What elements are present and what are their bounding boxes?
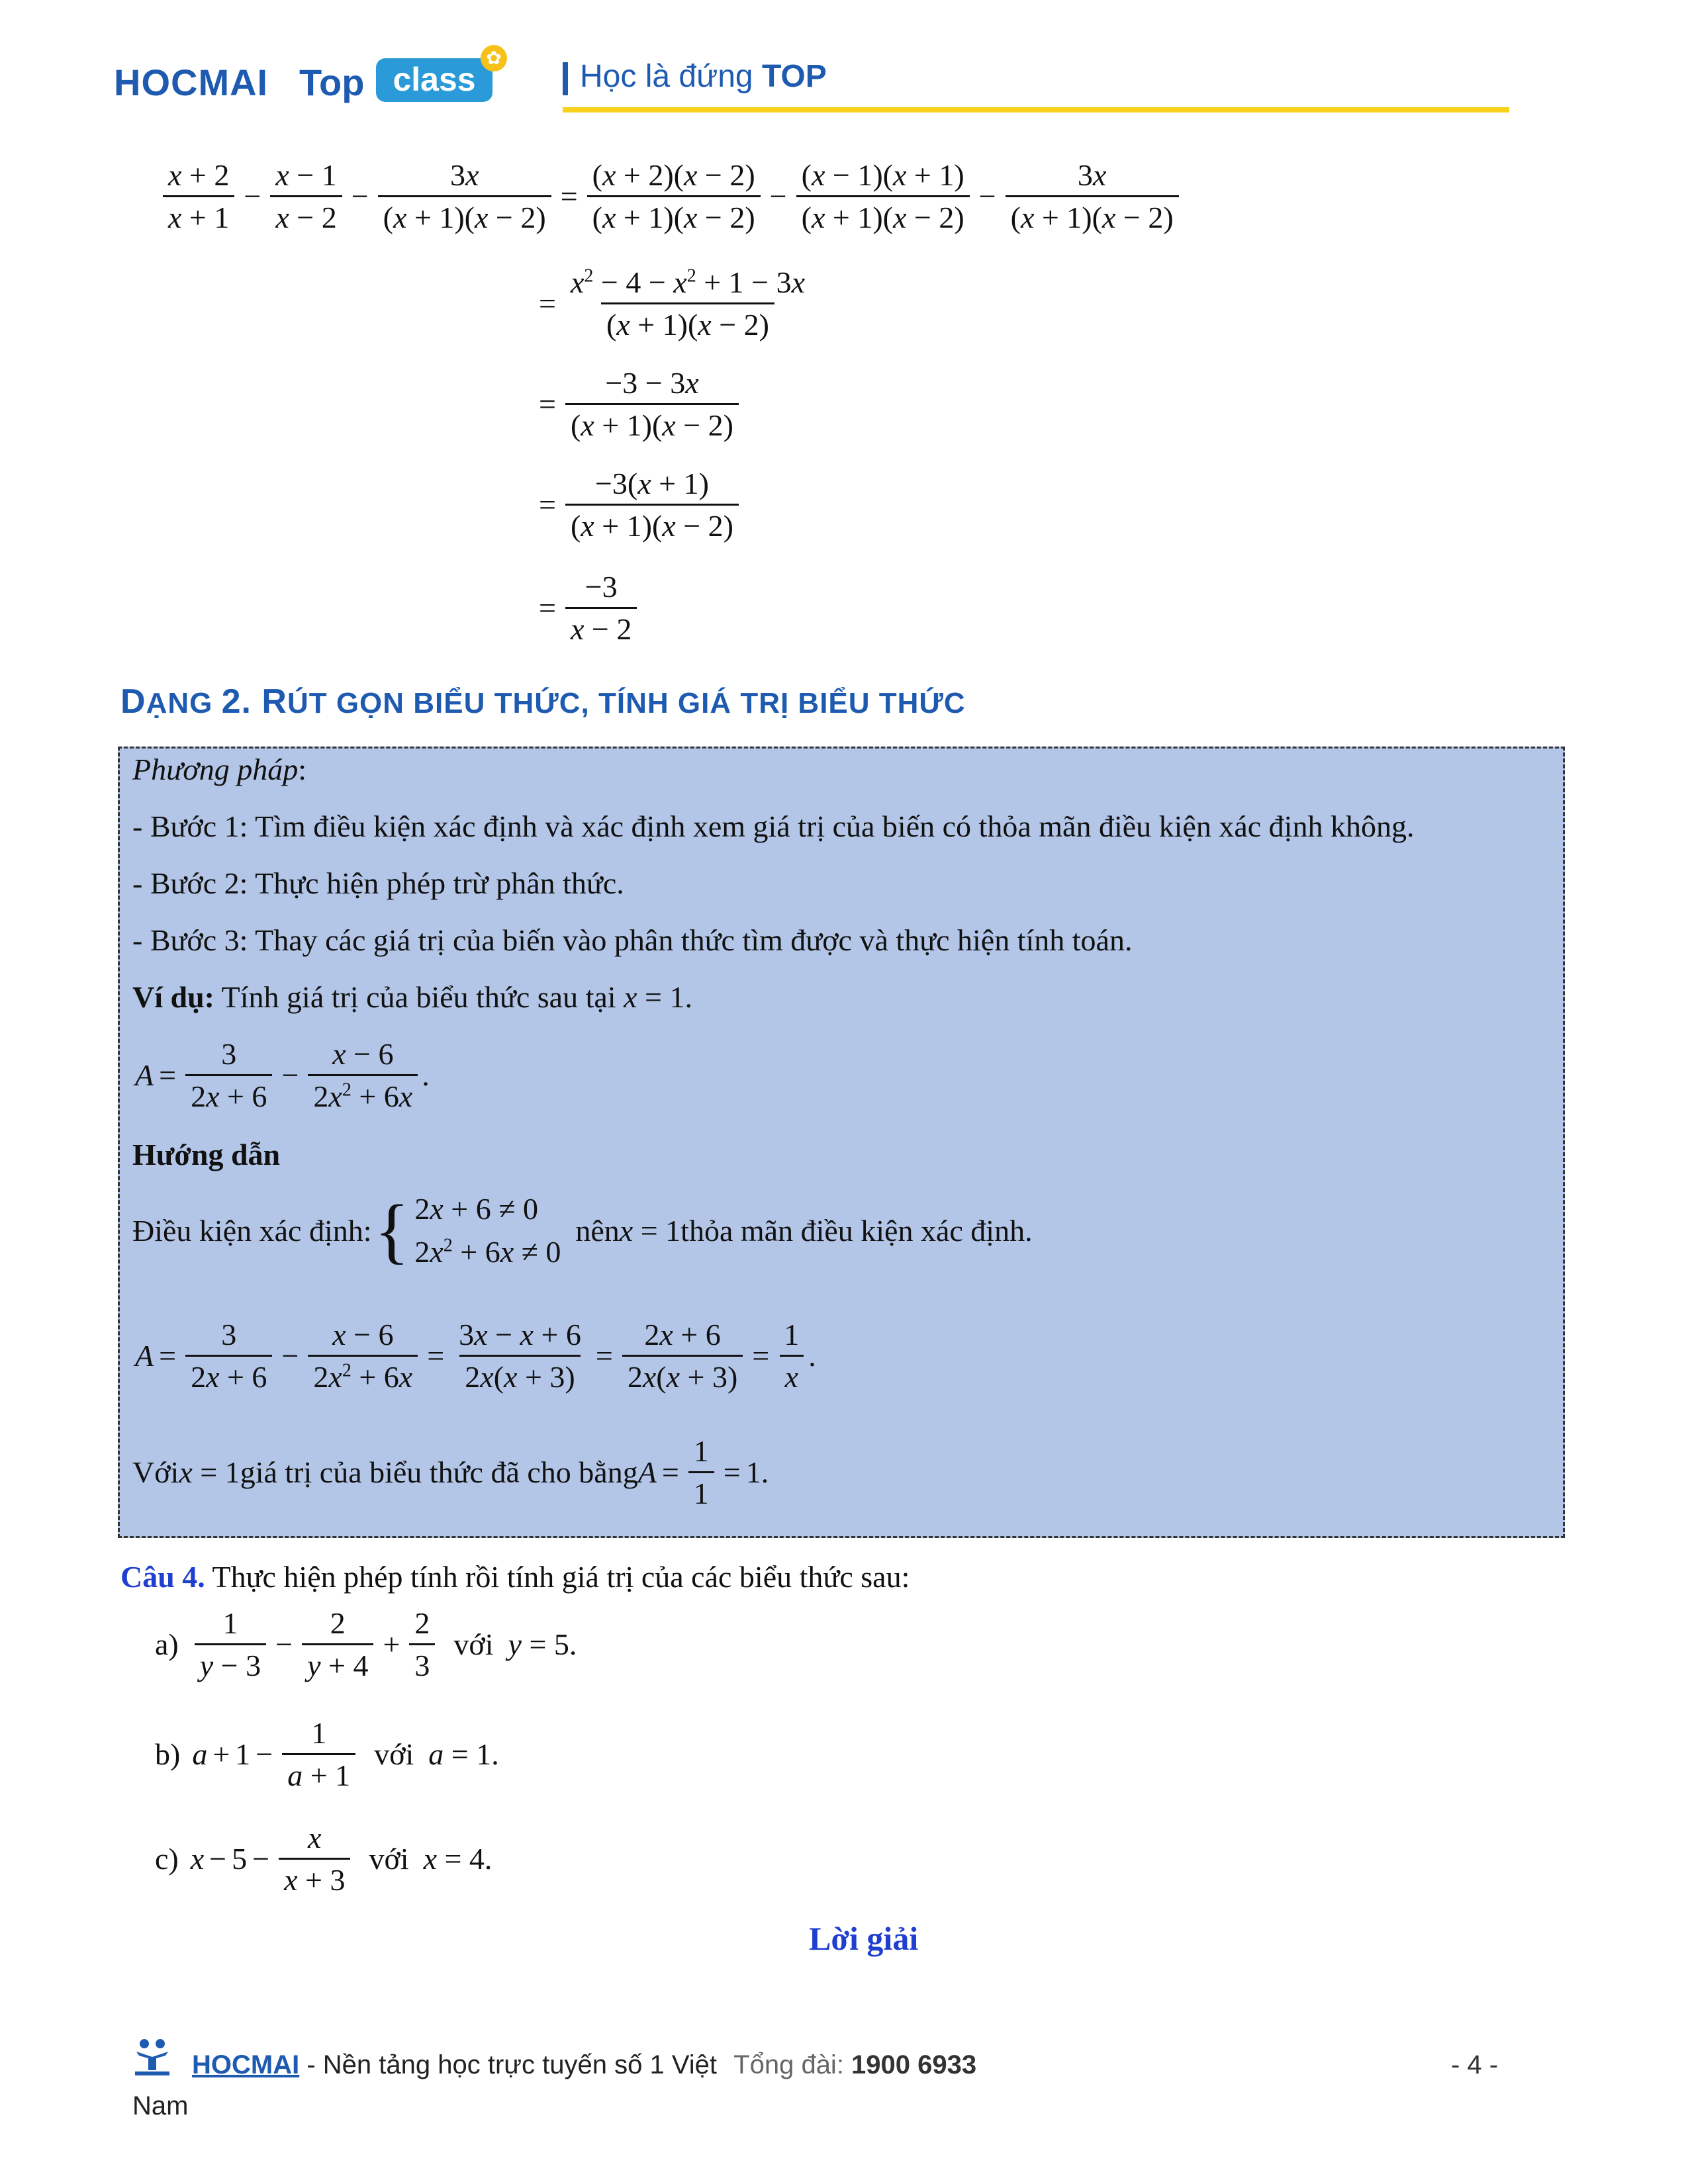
method-step-3: - Bước 3: Thay các giá trị của biến vào phân thức tìm được và thực hiện tính toán. [132,923,1133,957]
footer-line: HOCMAI - Nền tảng học trực tuyến số 1 Việt Tổng đài: 1900 6933 [192,2050,977,2079]
solution-expression: A = $\frac{3}{2x + 6}$ − $\frac{x - 6}{2x^2 + 6x}$ = $\frac{3x - x + 6}{2x(x + 3)}$ = $\frac{2x + 6}{2x(x + 3)}$ = $\frac{1}{x}$ . [135,1318,816,1394]
derivation-line-5: = $\frac{-3}{x - 2}$ [534,569,641,647]
footer-line-2: Nam [132,2091,189,2120]
slogan-divider [563,62,568,95]
condition-line: Điều kiện xác định: { 2x + 6 ≠ 0 $2x^2 + 6x \ne 0$ nên x = 1 thỏa mãn điều kiện xác định. [132,1190,1033,1271]
logo-top-text: Top [299,62,365,103]
section-title: DẠNG 2. RÚT GỌN BIỂU THỨC, TÍNH GIÁ TRỊ BIỂU THỨC [120,682,966,721]
derivation-line-3: = $\frac{-3 - 3x}{(x + 1)(x - 2)}$ [534,365,743,443]
example-line: Ví dụ: Tính giá trị của biểu thức sau tại x = 1. [132,980,692,1014]
derivation-line-1: $\frac{x + 2}{x + 1}$ − $\frac{x - 1}{x - 2}$ − $\frac{3x}{(x + 1)(x - 2)}$ = $\frac{(x + 2)(x - 2)}{(x + 1)(x - 2)}$ − $\frac{(x - 1)(x + 1)}{(x + 1)(x - 2)}$ − $\frac{3x}{(x + 1)(x - 2)}$ [159,158,1183,235]
problem-part-a: a) $\frac{1}{y - 3}$ − $\frac{2}{y + 4}$ + $\frac{2}{3}$ với y = 5. [155,1606,577,1682]
problem-part-c: c) x − 5 − $\frac{x}{x + 3}$ với x = 4. [155,1821,492,1897]
method-step-1: - Bước 1: Tìm điều kiện xác định và xác định xem giá trị của biến có thỏa mãn điều kiện xác định không. [132,809,1415,843]
hocmai-logo-text: HOCMAI [114,62,269,103]
logo-class-badge: class [376,58,492,102]
guide-heading: Hướng dẫn [132,1138,281,1171]
header-rule [563,107,1509,113]
derivation-line-2: = $\frac{x^2 - 4 - x^2 + 1 - 3x}{(x + 1)(x - 2)}$ [539,265,805,341]
problem-heading: Câu 4. Thực hiện phép tính rồi tính giá trị của các biểu thức sau: [120,1560,910,1594]
footer-brand-link[interactable]: HOCMAI [192,2050,300,2079]
slogan: Học là đứng TOP [580,59,827,94]
page-number: - 4 - [1451,2050,1499,2079]
example-expression: A = $\frac{3}{2x + 6}$ − $\frac{x - 6}{2x^2 + 6x}$ . [135,1037,430,1113]
method-step-2: - Bước 2: Thực hiện phép trừ phân thức. [132,866,624,900]
hocmai-footer-icon [132,2037,172,2077]
solution-heading: Lời giải [809,1920,919,1957]
result-line: Với x = 1 giá trị của biểu thức đã cho bằng A = $\frac{1}{1}$ = 1. [132,1434,769,1510]
derivation-line-4: = $\frac{-3(x + 1)}{(x + 1)(x - 2)}$ [534,466,743,543]
problem-part-b: b) a + 1 − $\frac{1}{a + 1}$ với a = 1. [155,1716,499,1792]
star-icon: ✿ [481,45,507,71]
method-label: Phương pháp: [132,752,307,786]
